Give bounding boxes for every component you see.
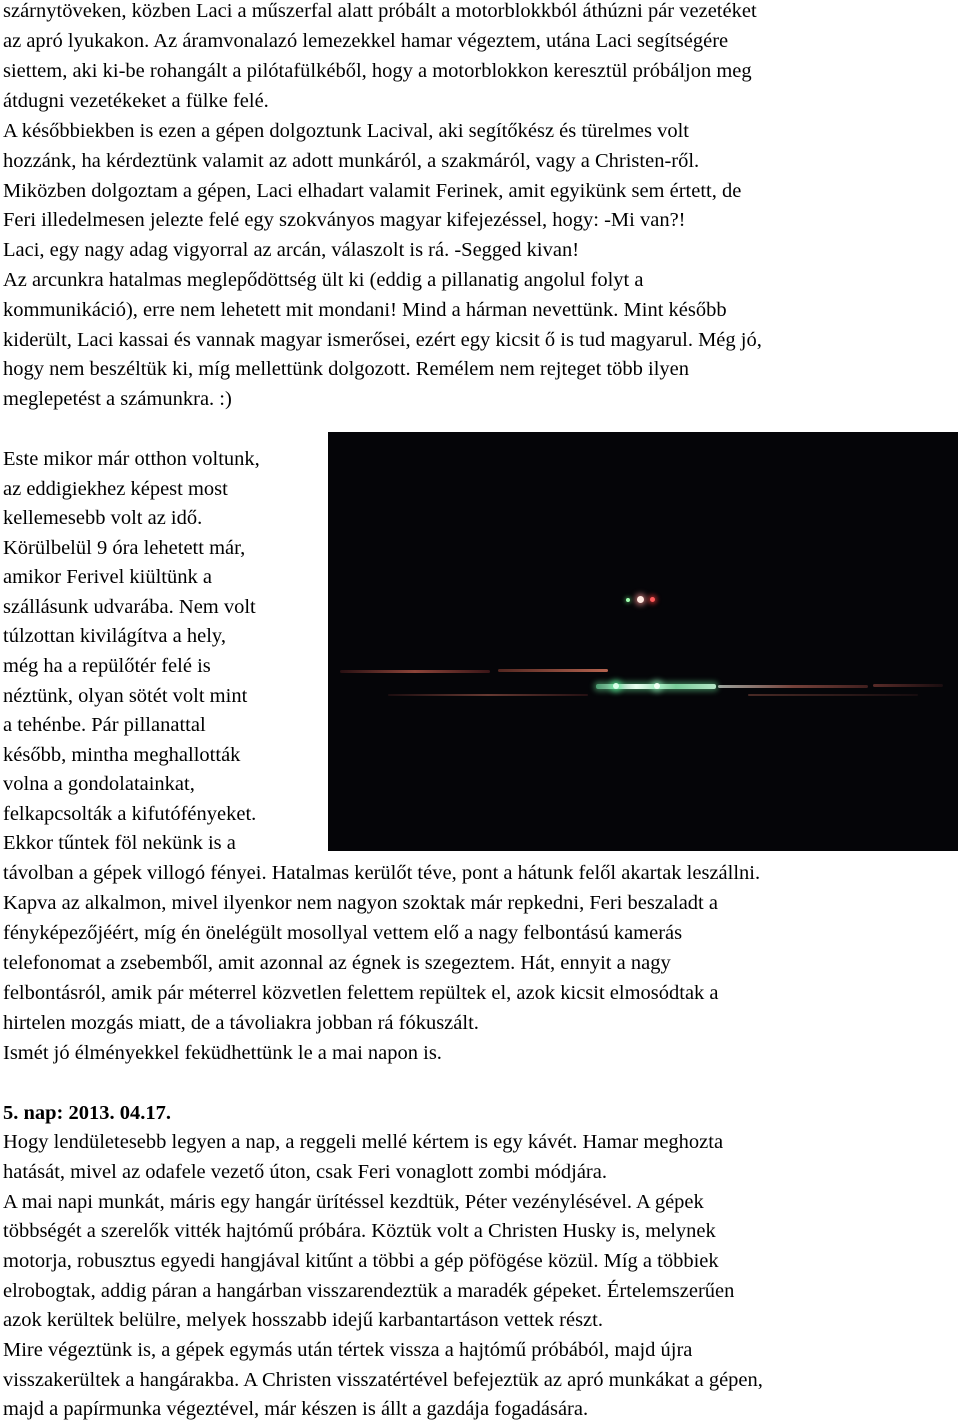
text-line: felbontásról, amik pár méterrel közvetlen felettem repültek el, azok kicsit elmosódtak a: [3, 982, 719, 1004]
text-line: Miközben dolgoztam a gépen, Laci elhadart valamit Ferinek, amit egyikünk sem értett, de: [3, 180, 742, 202]
text-line: hogy nem beszéltük ki, míg mellettünk dolgozott. Remélem nem rejteget több ilyen: [3, 358, 690, 380]
text-line: majd a papírmunka végeztével, már készen is állt a gazdája fogadására.: [3, 1398, 589, 1420]
text-line: többségét a szerelők vitték hajtómű próbára. Köztük volt a Christen Husky is, melynek: [3, 1220, 716, 1242]
aircraft-light: [650, 597, 655, 602]
text-line: Az arcunkra hatalmas meglepődöttség ült ki (eddig a pillanatig angolul folyt a: [3, 269, 644, 291]
text-line: siettem, aki ki-be rohangált a pilótafülkéből, hogy a motorblokkon keresztül próbáljon meg: [3, 60, 752, 82]
text-line: Este mikor már otthon voltunk,: [3, 448, 260, 470]
text-line: az eddigiekhez képest most: [3, 478, 228, 500]
text-line: Körülbelül 9 óra lehetett már,: [3, 537, 246, 559]
text-line: kiderült, Laci kassai és vannak magyar ismerősei, ezért egy kicsit ő is tud magyarul. Még jó,: [3, 329, 762, 351]
text-line: később, mintha meghallották: [3, 744, 241, 766]
text-line: hatását, mivel az odafele vezető úton, csak Feri vonaglott zombi módjára.: [3, 1161, 607, 1183]
text-line: még ha a repülőtér felé is: [3, 655, 211, 677]
text-line: Mire végeztünk is, a gépek egymás után tértek vissza a hajtómű próbából, majd újra: [3, 1339, 693, 1361]
text-line: szárnytöveken, közben Laci a műszerfal alatt próbált a motorblokkból áthúzni pár vezetéket: [3, 0, 757, 22]
text-line: az apró lyukakon. Az áramvonalazó lemezekkel hamar végeztem, utána Laci segítségére: [3, 30, 729, 52]
text-line: elrobogtak, addig páran a hangárban visszarendeztük a maradék gépeket. Értelemszerűen: [3, 1280, 735, 1302]
night-airfield-photo: [328, 432, 958, 851]
aircraft-light: [637, 596, 644, 603]
text-line: Ismét jó élményekkel feküdhettünk le a mai napon is.: [3, 1042, 442, 1064]
text-line: A későbbiekben is ezen a gépen dolgoztunk Lacival, aki segítőkész és türelmes volt: [3, 120, 689, 142]
text-line: kellemesebb volt az idő.: [3, 507, 203, 529]
text-line: túlzottan kivilágítva a hely,: [3, 625, 226, 647]
text-line: felkapcsolták a kifutófényeket.: [3, 803, 257, 825]
text-line: meglepetést a számunkra. :): [3, 388, 232, 410]
text-line: a tehénbe. Pár pillanattal: [3, 714, 206, 736]
text-line: szállásunk udvarába. Nem volt: [3, 596, 256, 618]
text-line: fényképezőjéért, míg én önelégült mosollyal vettem elő a nagy felbontású kamerás: [3, 922, 683, 944]
day-heading: 5. nap: 2013. 04.17.: [3, 1102, 172, 1124]
text-line: Laci, egy nagy adag vigyorral az arcán, válaszolt is rá. -Segged kivan!: [3, 239, 580, 261]
text-line: néztünk, olyan sötét volt mint: [3, 685, 248, 707]
text-line: telefonomat a zsebemből, amit azonnal az égnek is szegeztem. Hát, ennyit a nagy: [3, 952, 671, 974]
text-line: kommunikáció), erre nem lehetett mit mondani! Mind a hárman nevettünk. Mint később: [3, 299, 727, 321]
text-line: azok kerültek belülre, melyek hosszabb idejű karbantartáson vettek részt.: [3, 1309, 603, 1331]
text-line: A mai napi munkát, máris egy hangár ürítéssel kezdtük, Péter vezénylésével. A gépek: [3, 1191, 704, 1213]
text-line: hirtelen mozgás miatt, de a távoliakra jobban rá fókuszált.: [3, 1012, 479, 1034]
text-line: távolban a gépek villogó fényei. Hatalmas kerülőt téve, pont a hátunk felől akartak leszállni.: [3, 862, 761, 884]
aircraft-light: [626, 598, 630, 602]
text-line: amikor Ferivel kiültünk a: [3, 566, 212, 588]
text-line: motorja, robusztus egyedi hangjával kitűnt a többi a gép pöfögése közül. Míg a többiek: [3, 1250, 719, 1272]
text-line: volna a gondolatainkat,: [3, 773, 195, 795]
text-line: Feri illedelmesen jelezte felé egy szokványos magyar kifejezéssel, hogy: -Mi van?!: [3, 209, 686, 231]
text-line: Hogy lendületesebb legyen a nap, a reggeli mellé kértem is egy kávét. Hamar meghozta: [3, 1131, 724, 1153]
text-line: Ekkor tűntek föl nekünk is a: [3, 832, 236, 854]
text-line: Kapva az alkalmon, mivel ilyenkor nem nagyon szoktak már repkedni, Feri beszaladt a: [3, 892, 718, 914]
text-line: hozzánk, ha kérdeztünk valamit az adott munkáról, a szakmáról, vagy a Christen-ről.: [3, 150, 700, 172]
text-line: visszakerültek a hangárakba. A Christen visszatértével befejeztük az apró munkákat a gépen,: [3, 1369, 763, 1391]
text-line: átdugni vezetékeket a fülke felé.: [3, 90, 269, 112]
